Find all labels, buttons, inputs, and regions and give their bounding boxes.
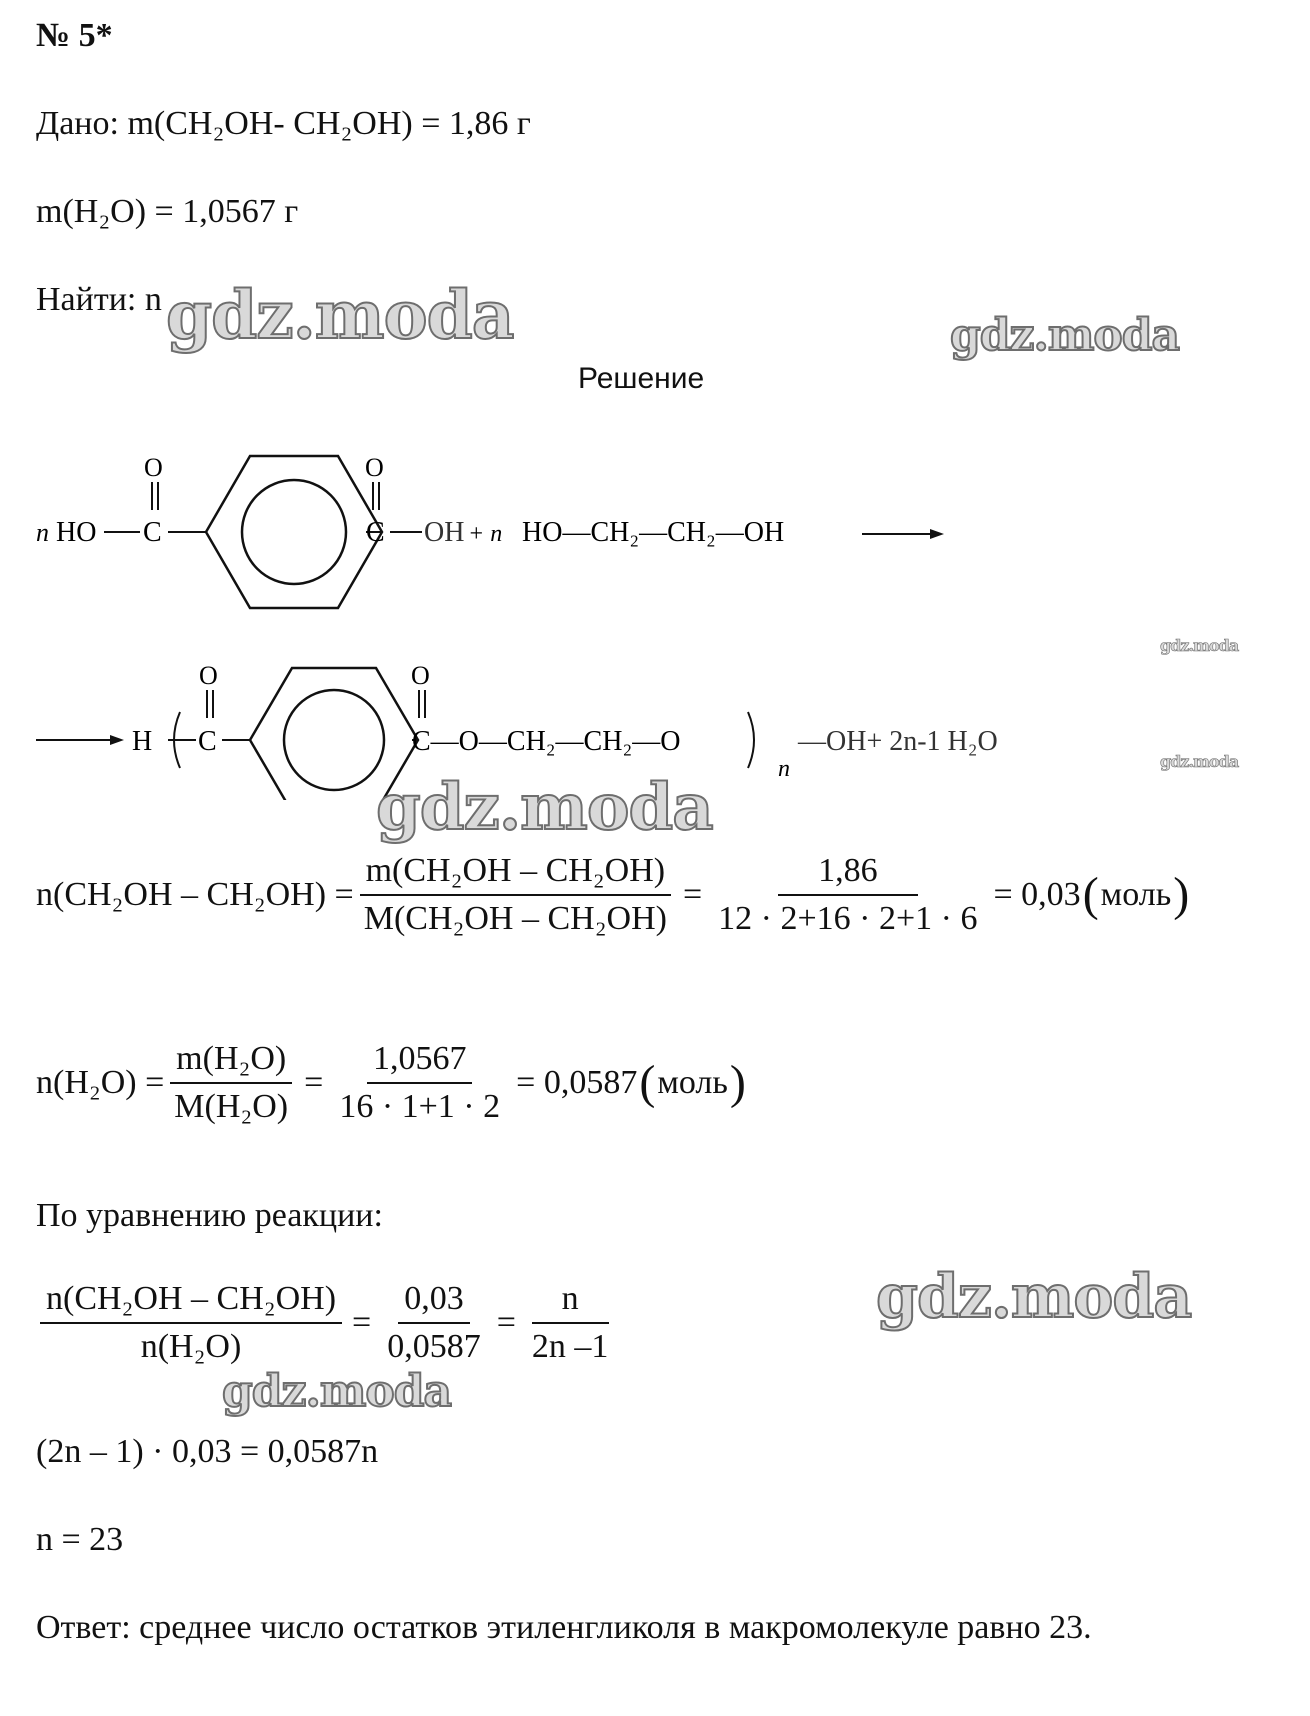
plus-n: + n: [468, 521, 503, 547]
watermark-6: gdz.moda: [876, 1262, 1192, 1332]
ratio-equation: $\frac{\text{n(CH₂OH – CH₂OH)}}{\text{n(H₂O)}}$ = $\frac{0,03}{0,0587}$ = $\frac{n}{2n -1}$: [36, 1280, 618, 1366]
polymer-chain: C—O—CH₂—CH₂—O: [412, 726, 681, 757]
given-mass-water: m(H₂O) = 1,0567 г: [36, 193, 299, 230]
calc-glycol-result: = 0,03: [993, 876, 1081, 913]
calc-water-lhs: n(H₂O) =: [36, 1064, 165, 1101]
ratio-frac-2: [381, 1280, 487, 1366]
carbonyl-o-poly-left: O: [199, 661, 218, 690]
ratio-den-1: n(H₂O): [140, 1328, 242, 1365]
ho-group: HO: [56, 517, 97, 548]
ratio-num-2: 0,03: [398, 1280, 470, 1324]
calc-water-num-2: 1,0567: [367, 1040, 473, 1084]
calc-water-frac-2: [333, 1040, 506, 1126]
watermark-7: gdz.moda: [222, 1366, 452, 1417]
calc-water-den-2: 16 · 1+1 · 2: [339, 1088, 501, 1125]
calc-glycol-lhs: n(CH₂OH – CH₂OH) =: [36, 876, 354, 913]
ratio-frac-3: [526, 1280, 615, 1366]
ratio-den-3: 2n –1: [531, 1328, 609, 1365]
find-label: Найти: n: [36, 281, 162, 318]
by-equation-label: По уравнению реакции:: [36, 1197, 383, 1234]
carbonyl-o-right: O: [365, 453, 384, 482]
calc-water-result: = 0,0587: [516, 1064, 638, 1101]
carbonyl-c-poly-left: C: [198, 726, 217, 757]
calc-glycol-num-1: m(CH₂OH – CH₂OH): [360, 852, 671, 896]
degree-n: n: [778, 756, 790, 782]
calc-water: n(H₂O) = $\frac{\text{m(H₂O)}}{\text{M(H₂O)}}$ = $\frac{1,0567}{16 \cdot 1+1 \cdot 2}$ = 0,0587 ( моль ): [36, 1040, 746, 1125]
h-end: H: [132, 726, 153, 757]
step-2: n = 23: [36, 1521, 124, 1558]
calc-glycol-den-2: 12 · 2+16 · 2+1 · 6: [718, 900, 978, 937]
given-label: Дано:: [36, 105, 128, 142]
solution-title: Решение: [578, 362, 705, 395]
calc-glycol-num-2: 1,86: [778, 852, 918, 896]
eq-sign: =: [682, 876, 703, 913]
oh-group: OH: [424, 517, 465, 548]
step-1: (2n – 1) · 0,03 = 0,0587n: [36, 1433, 379, 1470]
watermark-1: gdz.moda: [166, 276, 514, 354]
calc-glycol-frac-2: [712, 852, 983, 938]
watermark-4: gdz.moda: [1160, 752, 1239, 771]
calc-glycol: n(CH₂OH – CH₂OH) = $\frac{\text{m(CH₂OH – CH₂OH)}}{\text{M(CH₂OH – CH₂OH)}}$ = $\frac{1,86}{12 \cdot 2+16 \cdot 2+1 \cdot 6}$ = 0,03 ( моль ): [36, 852, 1190, 937]
carbonyl-o-left: O: [144, 453, 163, 482]
calc-water-den-1: M(H₂O): [174, 1088, 289, 1125]
calc-glycol-den-1: M(CH₂OH – CH₂OH): [363, 900, 667, 937]
carbonyl-c-left: C: [143, 517, 162, 548]
watermark-2: gdz.moda: [950, 310, 1180, 361]
reaction-scheme: [0, 440, 1310, 800]
calc-glycol-frac-1: [358, 852, 673, 938]
calc-water-num-1: m(H₂O): [170, 1040, 292, 1084]
given-line-1: [36, 104, 531, 144]
ratio-den-2: 0,0587: [387, 1328, 481, 1365]
ratio-num-1: n(CH₂OH – CH₂OH): [40, 1280, 342, 1324]
calc-glycol-unit: моль: [1100, 876, 1172, 913]
problem-number: № 5*: [36, 17, 113, 54]
ethylene-glycol: HO—CH₂—CH₂—OH: [522, 517, 785, 548]
watermark-5: gdz.moda: [376, 770, 713, 845]
calc-water-frac-1: [168, 1040, 294, 1126]
coef-n-1: n: [36, 518, 49, 547]
answer: Ответ: среднее число остатков этиленгликоля в макромолекуле равно 23.: [36, 1609, 1092, 1646]
carbonyl-c-right: C: [366, 517, 385, 548]
given-mass-glycol: m(CH₂OH- CH₂OH) = 1,86 г: [127, 105, 531, 142]
watermark-3: gdz.moda: [1160, 636, 1239, 655]
calc-water-unit: моль: [657, 1064, 728, 1101]
ratio-frac-1: [40, 1280, 342, 1366]
products-tail: —OH+ 2n-1 H₂O: [798, 726, 998, 757]
carbonyl-o-poly-right: O: [411, 661, 430, 690]
ratio-num-3: n: [532, 1280, 609, 1324]
